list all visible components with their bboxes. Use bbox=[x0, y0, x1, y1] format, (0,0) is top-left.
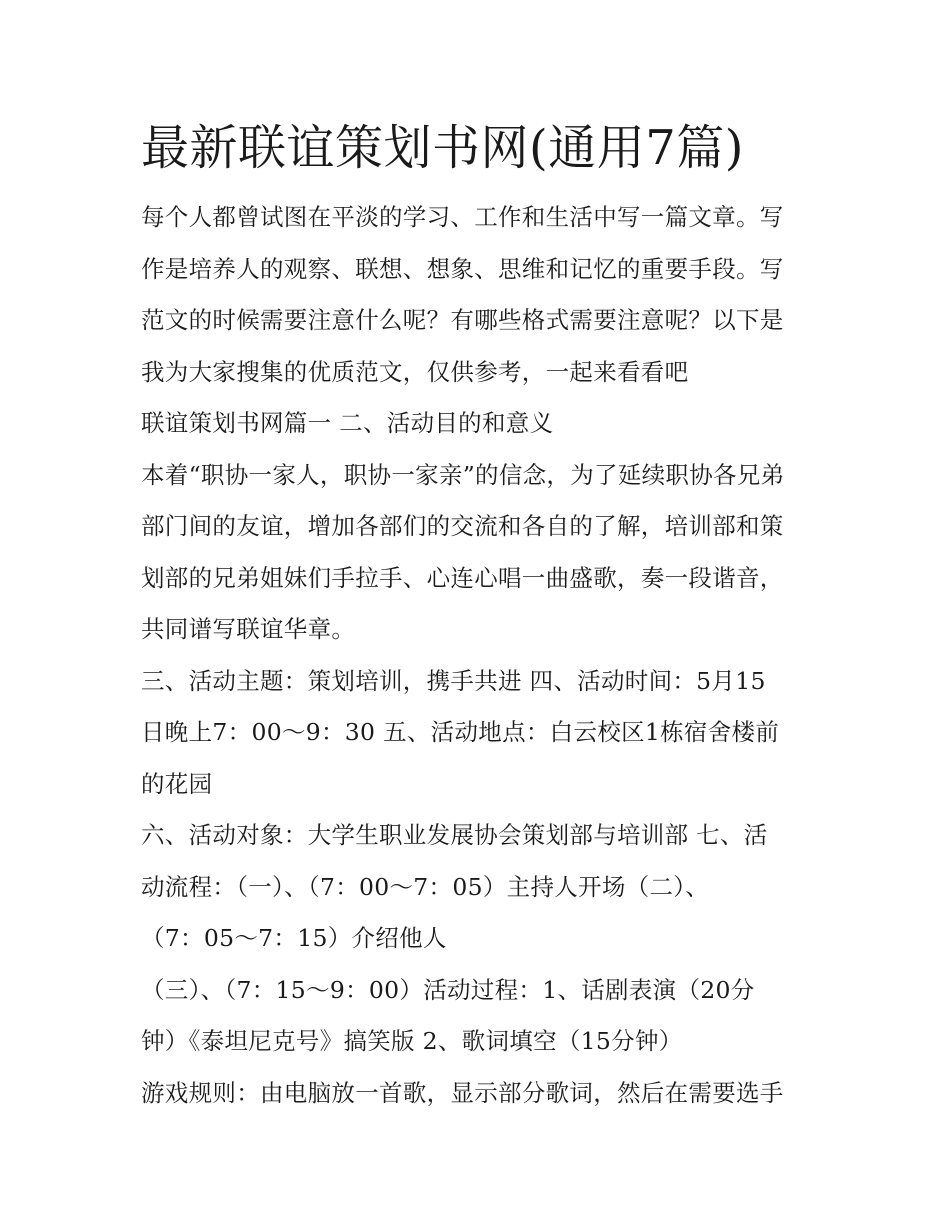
paragraph-line: 本着“职协一家人，职协一家亲”的信念，为了延续职协各兄弟 bbox=[141, 460, 785, 489]
paragraph-line: 游戏规则：由电脑放一首歌，显示部分歌词，然后在需要选手 bbox=[141, 1078, 784, 1107]
section-heading: 联谊策划书网篇一 二、活动目的和意义 bbox=[141, 409, 554, 437]
paragraph-line: 六、活动对象：大学生职业发展协会策划部与培训部 七、活 bbox=[141, 821, 768, 849]
paragraph-line: 我为大家搜集的优质范文，仅供参考，一起来看看吧 bbox=[141, 357, 689, 386]
paragraph-line: 动流程：（一）、（7：00～7：05）主持人开场（二）、 bbox=[141, 872, 710, 901]
paragraph-line: 范文的时候需要注意什么呢？有哪些格式需要注意呢？以下是 bbox=[141, 306, 784, 334]
paragraph-line: 的花园 bbox=[141, 769, 213, 798]
document-title: 最新联谊策划书网(通用7篇) bbox=[141, 120, 744, 176]
paragraph-line: 钟）《泰坦尼克号》搞笑版 2、歌词填空（15分钟） bbox=[141, 1027, 683, 1055]
paragraph-line: 每个人都曾试图在平淡的学习、工作和生活中写一篇文章。写 bbox=[141, 203, 784, 231]
paragraph-line: 作是培养人的观察、联想、想象、思维和记忆的重要手段。写 bbox=[141, 254, 784, 283]
document-page bbox=[141, 110, 821, 1119]
paragraph-line: 部门间的友谊，增加各部们的交流和各自的了解，培训部和策 bbox=[141, 512, 784, 540]
paragraph-line: （7：05～7：15）介绍他人 bbox=[141, 924, 447, 952]
paragraph-line: 三、活动主题：策划培训，携手共进 四、活动时间：5月15 bbox=[141, 666, 766, 695]
paragraph-line: 共同谱写联谊华章。 bbox=[141, 615, 356, 643]
paragraph-line: 划部的兄弟姐妹们手拉手、心连心唱一曲盛歌，奏一段谐音， bbox=[141, 563, 784, 592]
paragraph-line: 日晚上7：00～9：30 五、活动地点：白云校区1栋宿舍楼前 bbox=[141, 718, 780, 746]
document-body bbox=[141, 192, 821, 1119]
paragraph-line: （三）、（7：15～9：00）活动过程：1、话剧表演（20分 bbox=[141, 975, 755, 1004]
